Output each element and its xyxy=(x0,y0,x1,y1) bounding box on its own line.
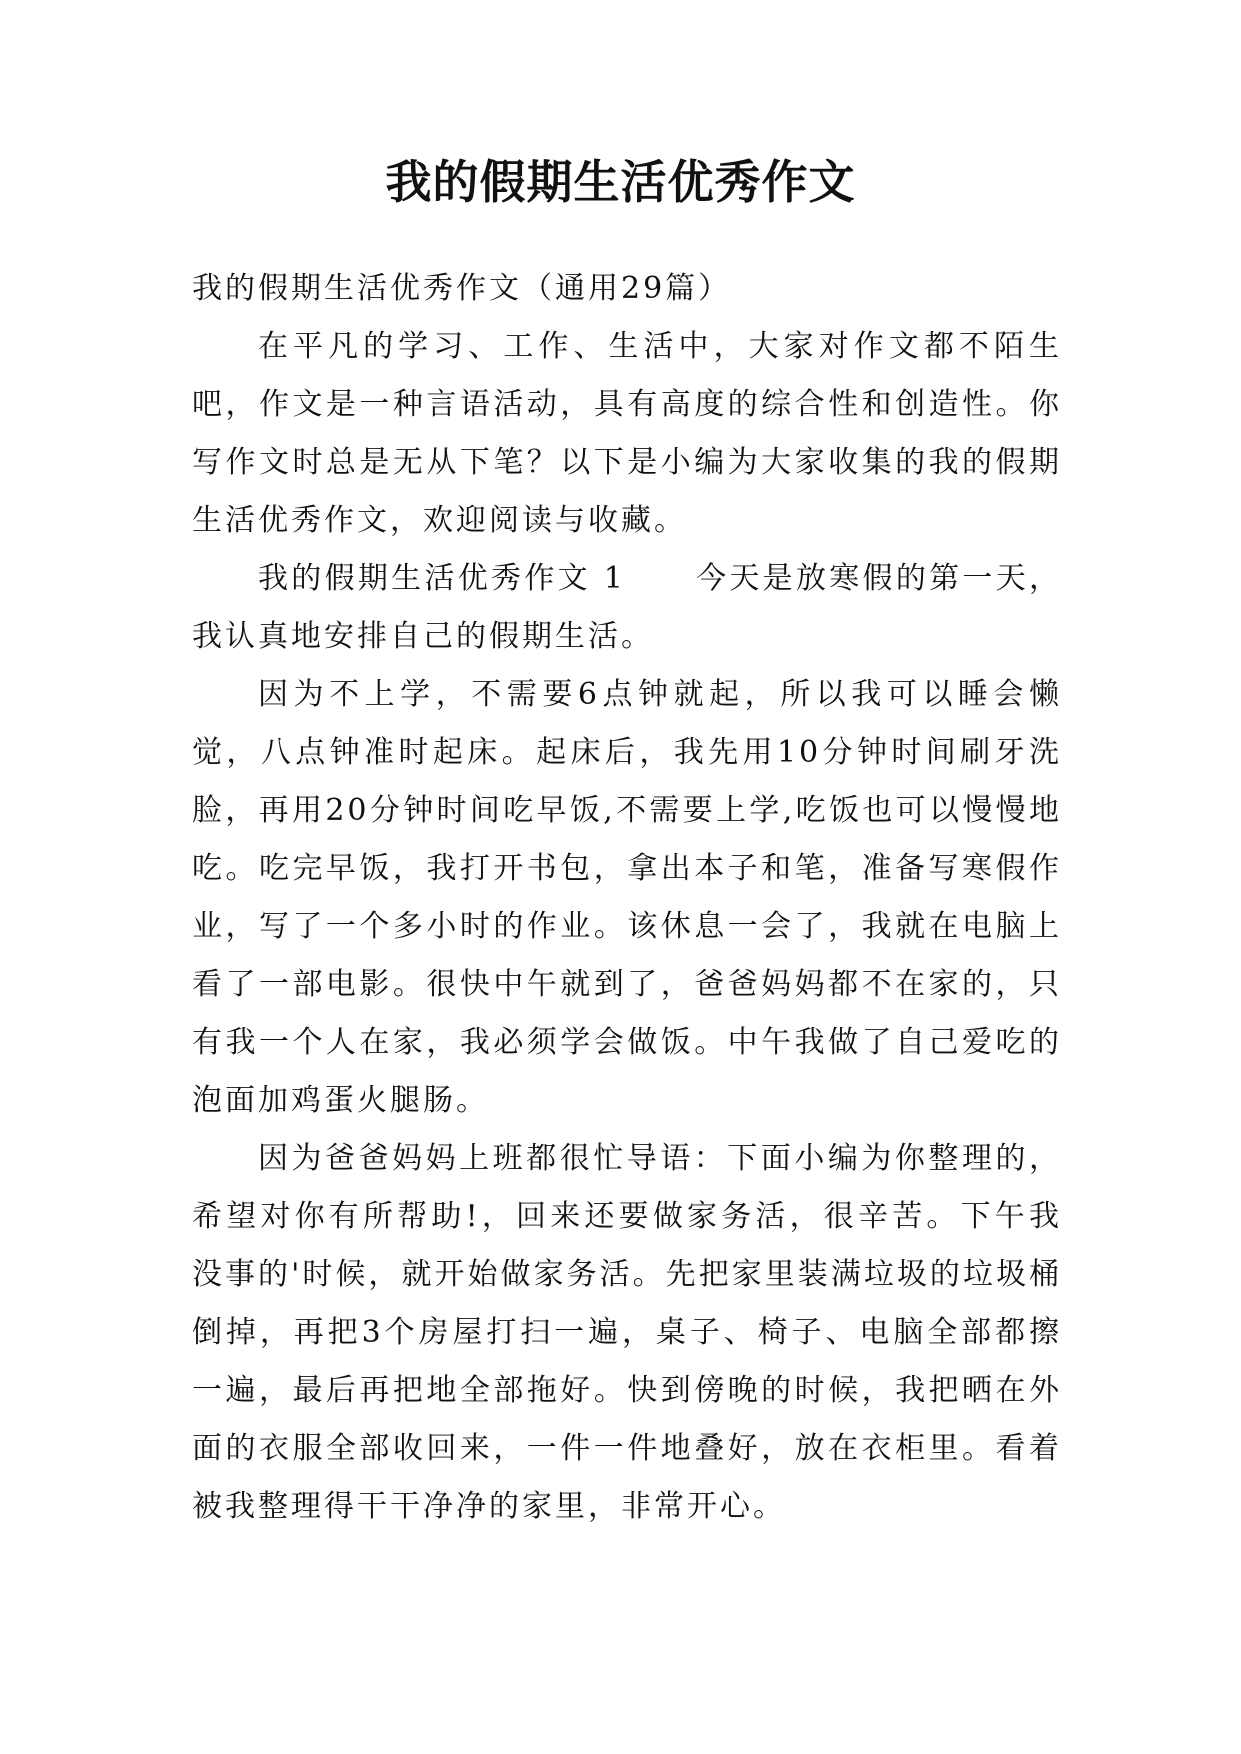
essay-1-heading: 我的假期生活优秀作文 1 xyxy=(258,561,626,596)
morning-paragraph: 因为不上学，不需要6点钟就起，所以我可以睡会懒觉，八点钟准时起床。起床后，我先用10分钟时间刷牙洗脸，再用20分钟时间吃早饭,不需要上学,吃饭也可以慢慢地吃。吃完早饭，我打开书包，拿出本子和笔，准备写寒假作业，写了一个多小时的作业。该休息一会了，我就在电脑上看了一部电影。很快中午就到了，爸爸妈妈都不在家的，只有我一个人在家，我必须学会做饭。中午我做了自己爱吃的泡面加鸡蛋火腿肠。 xyxy=(192,677,1062,1118)
document-body xyxy=(192,260,1062,1536)
document-subtitle: 我的假期生活优秀作文（通用29篇） xyxy=(192,271,732,306)
essay-1-paragraph xyxy=(192,550,1062,666)
document-title: 我的假期生活优秀作文 xyxy=(385,155,856,209)
afternoon-paragraph: 因为爸爸妈妈上班都很忙导语：下面小编为你整理的，希望对你有所帮助!，回来还要做家务活，很辛苦。下午我没事的'时候，就开始做家务活。先把家里装满垃圾的垃圾桶倒掉，再把3个房屋打扫一遍，桌子、椅子、电脑全部都擦一遍，最后再把地全部拖好。快到傍晚的时候，我把晒在外面的衣服全部收回来，一件一件地叠好，放在衣柜里。看着被我整理得干干净净的家里，非常开心。 xyxy=(192,1141,1062,1524)
intro-paragraph: 在平凡的学习、工作、生活中，大家对作文都不陌生吧，作文是一种言语活动，具有高度的综合性和创造性。你写作文时总是无从下笔？以下是小编为大家收集的我的假期生活优秀作文，欢迎阅读与收藏。 xyxy=(192,329,1062,538)
essay-1-opening: 今天是放寒假的第一天，我认真地安排自己的假期生活。 xyxy=(192,561,1062,654)
